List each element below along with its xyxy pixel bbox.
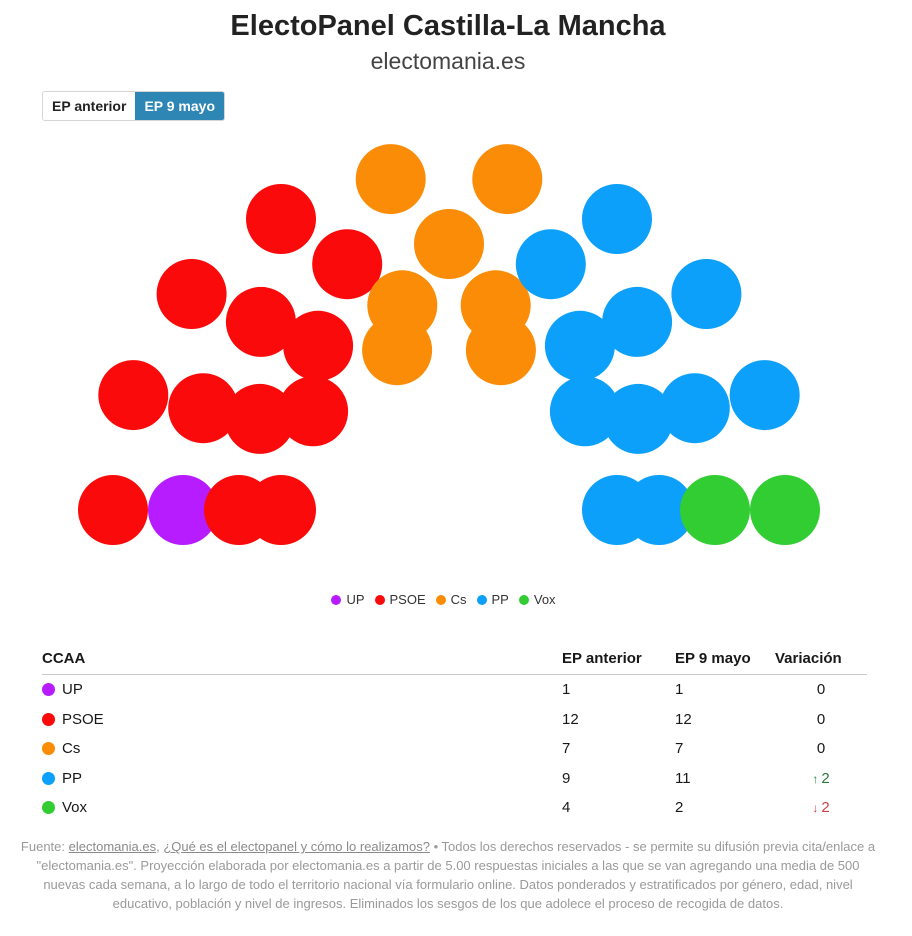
previous-seats: 4 (562, 799, 571, 817)
legend-swatch (331, 595, 341, 605)
seat-cs (466, 315, 536, 385)
party-name: Vox (62, 799, 88, 817)
previous-seats: 12 (562, 710, 579, 728)
parliament-chart (0, 130, 912, 580)
party-cell (42, 675, 562, 705)
header-previous: EP anterior (562, 643, 675, 675)
seat-pp (516, 229, 586, 299)
seat-cs (472, 144, 542, 214)
footer-link-electomania[interactable]: electomania.es (68, 839, 157, 854)
current-seats: 12 (675, 710, 692, 728)
party-cell (42, 793, 562, 823)
legend-item-up (331, 592, 364, 607)
arrow-down-icon: ↓ (812, 801, 819, 816)
variation-cell (775, 764, 867, 794)
table-header-row (42, 643, 867, 675)
table-row-vox (42, 793, 867, 823)
current-seats: 7 (675, 740, 684, 758)
seat-psoe (78, 475, 148, 545)
poll-toggle (42, 91, 225, 121)
legend-label: UP (346, 592, 365, 607)
seat-pp (730, 360, 800, 430)
legend-label: Cs (450, 592, 467, 607)
table-row-pp (42, 764, 867, 794)
party-color-dot (42, 801, 55, 814)
toggle-previous-button[interactable]: EP anterior (43, 92, 135, 120)
seat-psoe (98, 360, 168, 430)
arrow-up-icon: ↑ (812, 771, 819, 786)
party-color-dot (42, 772, 55, 785)
table-row-cs (42, 734, 867, 764)
table-row-psoe (42, 705, 867, 735)
header-variation: Variación (775, 643, 867, 675)
current-seats: 1 (675, 681, 684, 699)
legend-swatch (375, 595, 385, 605)
seat-psoe (278, 376, 348, 446)
legend-item-vox (519, 592, 556, 607)
party-cell (42, 705, 562, 735)
chart-legend (0, 592, 887, 607)
variation-cell: 0 (816, 710, 826, 728)
legend-item-pp (477, 592, 509, 607)
legend-item-cs (436, 592, 467, 607)
header-current: EP 9 mayo (675, 643, 775, 675)
current-seats: 11 (675, 769, 691, 787)
party-cell (42, 764, 562, 794)
party-name: Cs (62, 740, 81, 758)
seat-cs (356, 144, 426, 214)
party-color-dot (42, 683, 55, 696)
seat-psoe (246, 184, 316, 254)
seat-pp (602, 287, 672, 357)
footer-text: • Todos los derechos reservados - se permite su difusión previa cita/enlace a "electomania.es". Proyección elaborada por electomania.es a partir de 5.00 respuestas iniciales a las que se van agregando una media de 500 nuevas cada semana, a lo largo de todo el territorio nacional vía formulario online. Datos ponderados y estratificados por género, edad, nivel educativo, población y nivel de ingresos. Eliminados los sesgos de los que adolece el proceso de recogida de datos. (36, 839, 876, 911)
seat-pp (660, 373, 730, 443)
legend-label: Vox (533, 592, 556, 607)
variation-value: 2 (821, 769, 830, 787)
party-cell (42, 734, 562, 764)
header-ccaa: CCAA (42, 643, 562, 675)
previous-seats: 1 (562, 681, 571, 699)
variation-cell: 0 (816, 681, 826, 699)
footer-note (20, 837, 876, 913)
seat-cs (414, 209, 484, 279)
legend-swatch (477, 595, 487, 605)
seat-psoe (157, 259, 227, 329)
legend-swatch (436, 595, 446, 605)
seat-pp (671, 259, 741, 329)
legend-label: PP (491, 592, 509, 607)
seat-vox (680, 475, 750, 545)
party-name: PSOE (62, 710, 104, 728)
previous-seats: 7 (562, 740, 571, 758)
footer-prefix: Fuente: (20, 839, 69, 854)
party-color-dot (42, 742, 55, 755)
seat-pp (582, 184, 652, 254)
toggle-current-button[interactable]: EP 9 mayo (135, 92, 224, 120)
seat-psoe (204, 475, 274, 545)
variation-cell: 0 (816, 740, 826, 758)
legend-swatch (519, 595, 529, 605)
footer-link-methodology[interactable]: ¿Qué es el electopanel y cómo lo realizamos? (163, 839, 430, 854)
legend-item-psoe (375, 592, 426, 607)
table-row-up (42, 675, 867, 705)
chart-subtitle: electomania.es (370, 48, 526, 74)
seat-vox (750, 475, 820, 545)
party-name: UP (62, 681, 83, 699)
party-color-dot (42, 713, 55, 726)
legend-label: PSOE (389, 592, 426, 607)
chart-title: ElectoPanel Castilla-La Mancha (230, 10, 666, 42)
current-seats: 2 (675, 799, 684, 817)
seat-psoe (283, 311, 353, 381)
variation-value: 2 (821, 799, 830, 817)
footer-separator: , (156, 839, 164, 854)
previous-seats: 9 (562, 769, 571, 787)
seat-cs (367, 270, 437, 340)
party-name: PP (62, 769, 83, 787)
results-table (42, 643, 867, 823)
variation-cell (775, 793, 867, 823)
